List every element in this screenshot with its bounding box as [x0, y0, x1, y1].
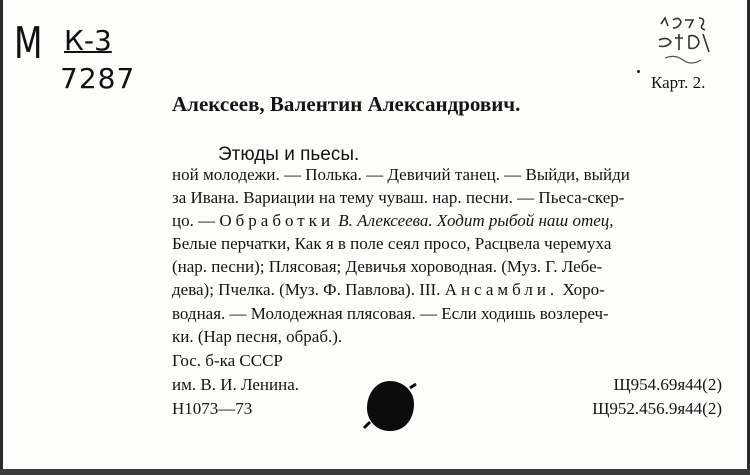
author-heading: Алексеев, Валентин Александрович. [172, 92, 521, 116]
card-number: Карт. 2. [651, 73, 706, 92]
library-stamp-text [172, 349, 299, 421]
contents-line [172, 209, 724, 232]
library-line: им. В. И. Ленина. [172, 375, 300, 394]
contents-note [172, 163, 724, 348]
classification-line: Щ954.69я44(2) [613, 375, 722, 394]
card-bottom-edge [0, 469, 750, 475]
handwritten-code: К-3 [64, 24, 112, 57]
contents-line: ной молодежи. — Полька. — Девичий танец. — Выйди, выйди [172, 165, 630, 184]
contents-line: (нар. песни); Плясовая; Девичья хороводная. (Муз. Г. Лебе- [172, 257, 603, 277]
classification-codes [592, 373, 722, 421]
contents-line: за Ивана. Вариации на тему чуваш. нар. песни. — Пьеса-скер- [172, 188, 625, 208]
contents-line: водная. — Молодежная плясовая. — Если ходишь возлереч- [172, 303, 609, 323]
library-line: Н1073—73 [172, 399, 253, 418]
contents-text: дева); Пчелка. (Муз. Ф. Павлова). III. [172, 280, 445, 300]
contents-text-italic: В. Алексеева. Ходит рыбой наш отец, [334, 211, 614, 231]
card-left-edge [0, 0, 3, 475]
library-line: Гос. б-ка СССР [172, 351, 283, 370]
spaced-heading-arrangements: Обработки [219, 211, 335, 231]
spaced-heading-ensembles: Ансамбли. [444, 280, 559, 300]
contents-text: Хоро- [558, 280, 605, 300]
handwritten-number: 7287 [60, 62, 136, 95]
contents-text: цо. — [172, 211, 220, 231]
contents-line: Белые перчатки, Как я в поле сеял просо, Расцвела черемуха [172, 234, 612, 254]
stamp-mark [655, 14, 713, 72]
classification-line: Щ952.456.9я44(2) [592, 399, 722, 418]
work-title: Этюды и пьесы. [218, 144, 360, 165]
speck [637, 70, 640, 73]
handwritten-letter: M [14, 18, 43, 69]
punch-hole [362, 378, 418, 434]
contents-line [172, 278, 724, 301]
contents-line: ки. (Нар песня, обраб.). [172, 326, 343, 346]
